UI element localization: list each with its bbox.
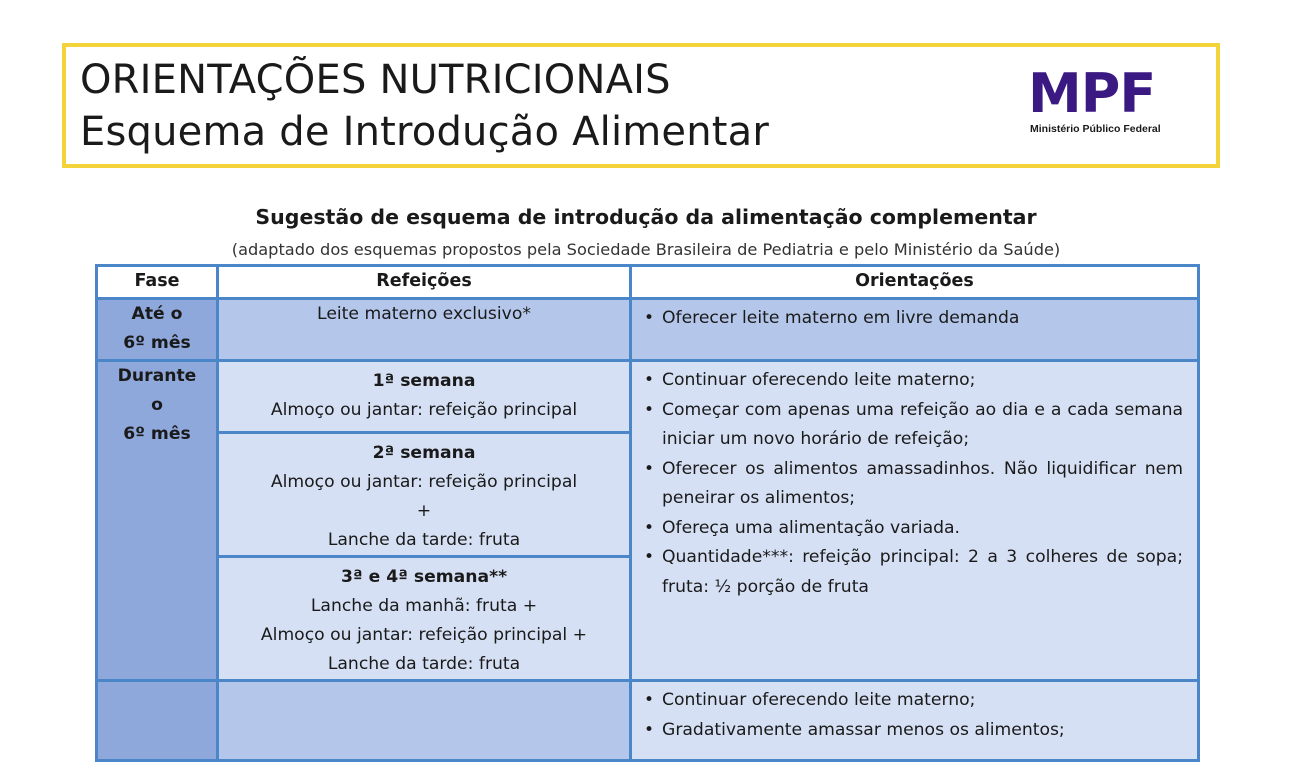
semana-title: 1ª semana	[372, 371, 476, 391]
refeicao-cell: Leite materno exclusivo*	[218, 299, 631, 361]
fase-text: Até o	[131, 304, 183, 324]
header-title-line2: Esquema de Introdução Alimentar	[80, 109, 770, 155]
orientacoes-cell	[631, 681, 1199, 761]
list-item: • Continuar oferecendo leite materno;	[644, 686, 1183, 716]
fase-cell	[97, 681, 218, 761]
semana-line: Almoço ou jantar: refeição principal	[270, 472, 578, 492]
list-item: • Quantidade***: refeição principal: 2 a 3 colheres de sopa; fruta: ½ porção de fruta	[644, 543, 1183, 602]
header-orientacoes: Orientações	[631, 266, 1199, 299]
orientacoes-list	[632, 300, 1197, 334]
semana-line: +	[416, 501, 432, 521]
table-header-row	[97, 266, 1199, 299]
fase-text: 6º mês	[123, 333, 191, 353]
orientacoes-cell	[631, 361, 1199, 681]
semana-title: 2ª semana	[372, 443, 476, 463]
header-box	[62, 43, 1220, 168]
logo-mark: MPF	[1028, 62, 1156, 125]
table-row	[97, 681, 1199, 761]
header-refeicoes: Refeições	[218, 266, 631, 299]
table-row	[97, 361, 1199, 433]
semana-line: Lanche da manhã: fruta +	[310, 596, 538, 616]
mpf-logo	[1028, 62, 1178, 137]
header-title-line1: ORIENTAÇÕES NUTRICIONAIS	[80, 57, 671, 103]
fase-text: 6º mês	[123, 424, 191, 444]
feeding-schedule-table	[95, 264, 1200, 762]
list-item: • Oferecer leite materno em livre demanda	[644, 304, 1183, 334]
semana-line: Almoço ou jantar: refeição principal	[270, 400, 578, 420]
logo-subtitle: Ministério Público Federal	[1030, 123, 1161, 135]
semana-line: Almoço ou jantar: refeição principal +	[260, 625, 588, 645]
fase-text: o	[151, 395, 163, 415]
list-item: • Gradativamente amassar menos os alimentos;	[644, 716, 1183, 746]
semana-line: Lanche da tarde: fruta	[327, 530, 521, 550]
refeicao-cell	[218, 681, 631, 761]
fase-cell	[97, 361, 218, 681]
list-item: • Ofereça uma alimentação variada.	[644, 514, 1183, 544]
refeicao-cell-semana2	[218, 433, 631, 557]
header-fase: Fase	[97, 266, 218, 299]
document-subtitle: (adaptado dos esquemas propostos pela Sociedade Brasileira de Pediatria e pelo Ministério da Saúde)	[231, 240, 1061, 259]
table-row	[97, 299, 1199, 361]
list-item: • Começar com apenas uma refeição ao dia e a cada semana iniciar um novo horário de refeição;	[644, 396, 1183, 455]
semana-title: 3ª e 4ª semana**	[340, 567, 508, 587]
fase-cell	[97, 299, 218, 361]
orientacoes-list	[632, 682, 1197, 745]
list-item: • Oferecer os alimentos amassadinhos. Não liquidificar nem peneirar os alimentos;	[644, 455, 1183, 514]
semana-line: Lanche da tarde: fruta	[327, 654, 521, 674]
document-title: Sugestão de esquema de introdução da alimentação complementar	[255, 205, 1037, 229]
refeicao-cell-semana3	[218, 557, 631, 681]
orientacoes-list	[632, 362, 1197, 602]
orientacoes-cell	[631, 299, 1199, 361]
fase-text: Durante	[117, 366, 197, 386]
refeicao-cell-semana1	[218, 361, 631, 433]
list-item: • Continuar oferecendo leite materno;	[644, 366, 1183, 396]
